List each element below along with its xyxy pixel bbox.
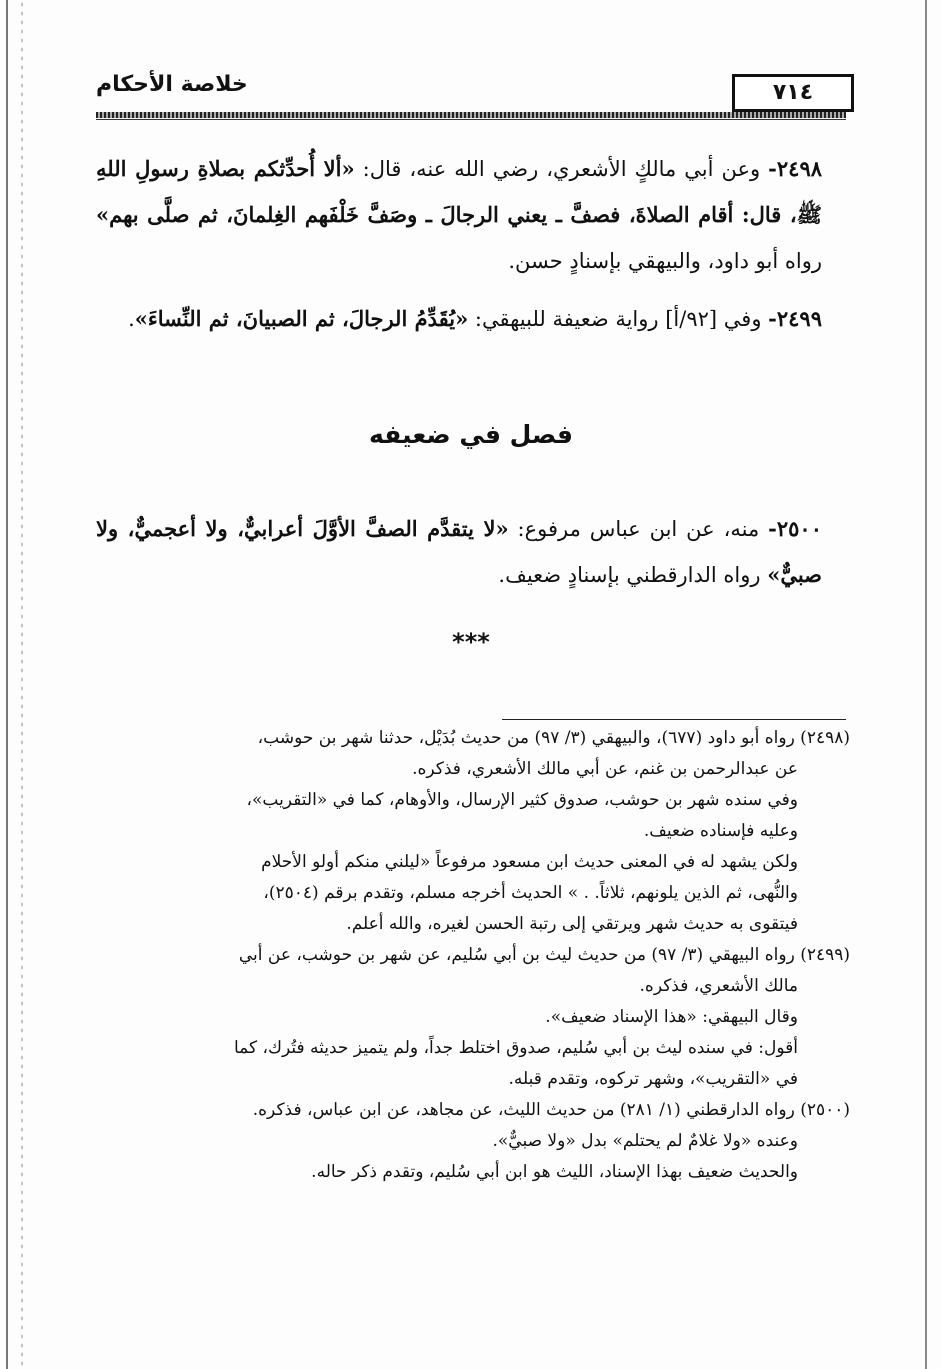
footnote-line: وفي سنده شهر بن حوشب، صدوق كثير الإرسال، والأوهام، كما في «التقريب»، — [246, 790, 798, 810]
footnote-line: والنُّهى، ثم الذين يلونهم، ثلاثاً. . » الحديث أخرجه مسلم، وتقدم برقم (٢٥٠٤)، — [263, 883, 798, 903]
header-rule — [96, 112, 846, 118]
section-title: فصل في ضعيفه — [368, 420, 574, 449]
footnote-line: (٢٥٠٠) رواه الدارقطني (١/ ٢٨١) من حديث الليث، عن مجاهد، عن ابن عباس، فذكره. — [252, 1100, 850, 1120]
footnote-line: والحديث ضعيف بهذا الإسناد، الليث هو ابن أبي سُليم، وتقدم ذكر حاله. — [311, 1162, 798, 1182]
hadith-source: رواه أبو داود، والبيهقي بإسنادٍ حسن. — [508, 249, 822, 273]
hadith-2500 — [96, 506, 822, 598]
hadith-quote: «يُقَدِّمُ الرجالَ، ثم الصبيانَ، ثم النِّساءَ» — [134, 306, 469, 331]
header-rule-thin — [96, 119, 846, 120]
footnote-line: فيتقوى به حديث شهر ويرتقي إلى رتبة الحسن لغيره، والله أعلم. — [346, 914, 798, 934]
footnote-line: ولكن يشهد له في المعنى حديث ابن مسعود مرفوعاً «ليلني منكم أولو الأحلام — [261, 852, 798, 872]
section-separator: *** — [452, 628, 490, 656]
page-number: ٧١٤ — [732, 74, 854, 112]
footnote-line: أقول: في سنده ليث بن أبي سُليم، صدوق اختلط جداً، ولم يتميز حديثه فتُرك، كما — [233, 1038, 798, 1058]
footnote-line: عن عبدالرحمن بن غنم، عن أبي مالك الأشعري، فذكره. — [412, 759, 798, 779]
hadith-2499 — [96, 296, 822, 342]
page-edge-left — [6, 0, 8, 1369]
hadith-2498 — [96, 146, 822, 284]
hadith-quote: «ألا أُحدِّثكم بصلاةِ رسولِ اللهِ ﷺ، قال: أقام الصلاةَ، فصفَّ ـ يعني الرجالَ ـ وصَفَّ خَلْفَهم الغِلمانَ، ثم صلَّى بهم» — [96, 156, 822, 227]
footnote-line: وعنده «ولا غلامٌ لم يحتلم» بدل «ولا صبيٌّ». — [492, 1131, 798, 1151]
page-edge-right — [925, 0, 927, 1369]
running-header — [96, 70, 846, 126]
hadith-text: منه، عن ابن عباس مرفوع: — [508, 517, 760, 541]
hadith-quote: «لا يتقدَّم الصفَّ الأوَّلَ أعرابيٌّ، ولا أعجميٌّ، ولا صبيٌّ» — [96, 516, 822, 587]
footnote-rule — [502, 719, 846, 720]
footnotes — [108, 724, 850, 1189]
hadith-number: ٢٥٠٠- — [768, 516, 822, 541]
hadith-source: رواه الدارقطني بإسنادٍ ضعيف. — [498, 563, 768, 587]
footnote-line: وقال البيهقي: «هذا الإسناد ضعيف». — [545, 1007, 798, 1027]
footnote-line: وعليه فإسناده ضعيف. — [643, 821, 798, 841]
hadith-text: وفي [٩٢/أ] رواية ضعيفة للبيهقي: — [468, 307, 762, 331]
footnote-line: في «التقريب»، وشهر تركوه، وتقدم قبله. — [508, 1069, 798, 1089]
footnote-line: (٢٤٩٨) رواه أبو داود (٦٧٧)، والبيهقي (٣/ ٩٧) من حديث بُدَيْل، حدثنا شهر بن حوشب، — [257, 728, 850, 748]
book-title: خلاصة الأحكام — [96, 72, 248, 97]
scan-dots — [20, 0, 24, 1369]
hadith-text: وعن أبي مالكٍ الأشعري، رضي الله عنه، قال: — [354, 157, 761, 181]
hadith-number: ٢٤٩٨- — [768, 156, 823, 181]
footnote-line: (٢٤٩٩) رواه البيهقي (٣/ ٩٧) من حديث ليث بن أبي سُليم، عن شهر بن حوشب، عن أبي — [238, 945, 850, 965]
hadith-source: . — [128, 307, 135, 331]
footnote-line: مالك الأشعري، فذكره. — [639, 976, 798, 996]
hadith-number: ٢٤٩٩- — [768, 306, 822, 331]
